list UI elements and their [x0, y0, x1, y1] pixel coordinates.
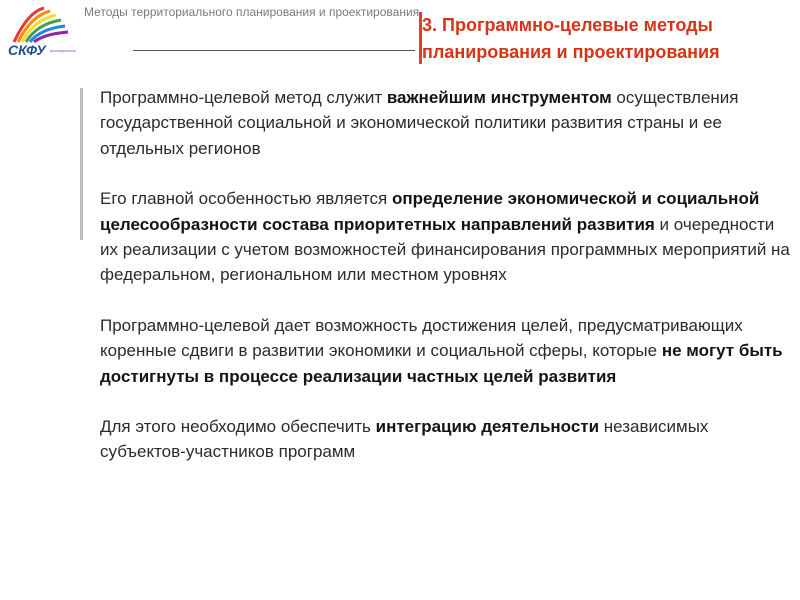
paragraph-3-emphasis: не могут быть достигнуты в процессе реализации частных целей развития: [100, 341, 783, 386]
section-title-line1: 3. Программно-целевые методы: [422, 15, 713, 35]
paragraph-2-text: Его главной особенностью является: [100, 189, 392, 209]
paragraph-1: [100, 85, 790, 161]
paragraph-4-emphasis: интеграцию деятельности: [375, 417, 600, 437]
paragraph-1-text: Программно-целевой метод служит: [100, 88, 387, 107]
logo-text: СКФУ: [8, 42, 46, 58]
header-divider: [133, 50, 415, 51]
paragraph-4-text: Для этого необходимо обеспечить: [100, 417, 376, 437]
content-side-bar: [80, 88, 83, 240]
section-title: [422, 12, 798, 66]
university-logo: [4, 2, 78, 66]
paragraph-2-text-end: и очередности их реализации с учетом возможностей финансирования программных мероприятий на федеральном, региональном или местном уровнях: [100, 214, 790, 285]
slide-content: [100, 85, 790, 465]
paragraph-1-emphasis: важнейшим инструментом: [386, 88, 612, 107]
logo-rays-icon: [14, 8, 68, 42]
paragraph-2-emphasis: определение экономической и социальной целесообразности состава приоритетных направлений развития: [100, 189, 760, 234]
paragraph-1-text-end: осуществления государственной социальной и экономической политики развития страны и ее отдельных регионов: [100, 88, 739, 158]
paragraph-3-text: Программно-целевой дает возможность достижения целей, предусматривающих коренные сдвиги в развитии экономики и социальной сферы, которые: [100, 315, 743, 361]
header-subject: Методы территориального планирования и проектирования: [84, 5, 420, 19]
paragraph-4: [100, 414, 790, 465]
paragraph-3: [100, 313, 790, 389]
section-title-line2: планирования и проектирования: [422, 42, 720, 62]
logo-subtext: СЕВЕРО-КАВКАЗСКИЙ ФЕДЕРАЛЬНЫЙ УНИВЕРСИТЕТ: [50, 49, 77, 53]
paragraph-4-text-end: независимых субъектов-участников программ: [100, 417, 709, 462]
paragraph-2: [100, 186, 790, 288]
